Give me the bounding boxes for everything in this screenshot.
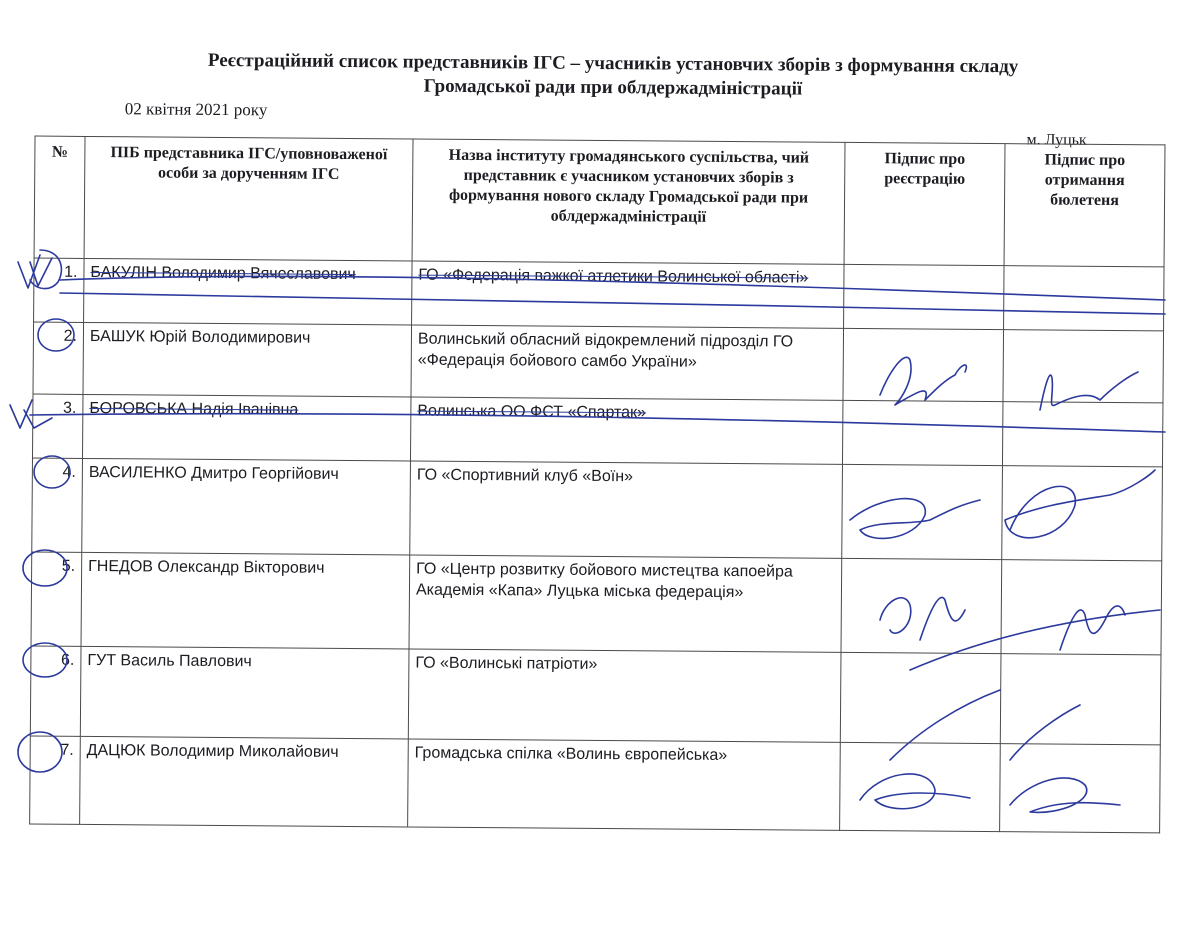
row-number: 1.: [34, 258, 85, 322]
document-title: [113, 48, 1113, 104]
table-row: [32, 394, 1162, 467]
table-row: [32, 458, 1163, 561]
signature-cell: [1000, 744, 1161, 833]
row-number: 6.: [30, 646, 81, 736]
row-name: ДАЦЮК Володимир Миколайович: [80, 736, 409, 827]
signature-cell: [1000, 654, 1161, 745]
signature-cell: [843, 328, 1004, 401]
signature-cell: [1002, 402, 1162, 467]
row-org: Волинський обласний відокремлений підрозділ ГО «Федерація бойового самбо України»: [411, 325, 844, 400]
header-num: №: [34, 136, 85, 258]
document-city: м. Луцьк: [1026, 131, 1087, 149]
row-number: 3.: [32, 394, 83, 458]
signature-cell: [842, 464, 1003, 559]
table-header-row: [34, 136, 1165, 267]
row-org: ГО «Волинські патріоти»: [408, 649, 841, 742]
signature-cell: [841, 558, 1002, 653]
row-name: БОРОВСЬКА Надія Іванівна: [82, 394, 410, 461]
header-name: ПІБ представника ІГС/уповноваженої особи за дорученням ІГС: [84, 136, 413, 261]
signature-cell: [842, 400, 1002, 465]
row-name: ВАСИЛЕНКО Дмитро Георгійович: [82, 458, 411, 555]
row-name: ГНЕДОВ Олександр Вікторович: [81, 552, 410, 649]
title-line-2: Громадської ради при облдержадміністрації: [423, 75, 803, 100]
signature-cell: [840, 742, 1001, 831]
table-row: [34, 258, 1164, 331]
row-number: 2.: [33, 322, 84, 394]
signature-cell: [1004, 266, 1164, 331]
signature-cell: [1001, 560, 1162, 655]
table-row: [30, 736, 1161, 833]
row-number: 4.: [32, 458, 83, 552]
registration-table: [29, 136, 1165, 834]
table-row: [31, 552, 1162, 655]
row-org: ГО «Федерація важкої атлетики Волинської області»: [412, 261, 844, 328]
signature-cell: [1003, 330, 1164, 403]
header-sign-registration: Підпис про реєстрацію: [844, 142, 1005, 265]
table-row: [33, 322, 1164, 403]
signature-cell: [844, 264, 1004, 329]
row-org: Громадська спілка «Волинь європейська»: [408, 739, 841, 830]
row-name: ГУТ Василь Павлович: [80, 646, 409, 739]
title-line-1: Реєстраційний список представників ІГС – учасників установчих зборів з формування складу: [207, 49, 1019, 78]
row-org: ГО «Спортивний клуб «Воїн»: [410, 461, 843, 558]
row-name: БАШУК Юрій Володимирович: [83, 322, 412, 397]
row-number: 5.: [31, 552, 82, 646]
row-number: 7.: [30, 736, 81, 824]
row-name: БАКУЛІН Володимир Вячеславович: [84, 258, 412, 325]
header-sign-ballot: Підпис про отримання бюлетеня: [1004, 144, 1165, 267]
table-row: [30, 646, 1161, 745]
header-org: Назва інституту громадянського суспільства, чий представник є учасником установчих зборів з формування нового складу Громадської ради при облдержадміністрації: [412, 139, 845, 264]
row-org: ГО «Центр розвитку бойового мистецтва капоейра Академія «Капа» Луцька міська федерація»: [409, 555, 842, 652]
row-org: Волинська ОО ФСТ «Спартак»: [410, 397, 842, 464]
signature-cell: [1002, 466, 1163, 561]
signature-cell: [840, 652, 1001, 743]
document-date: 02 квітня 2021 року: [124, 99, 268, 120]
